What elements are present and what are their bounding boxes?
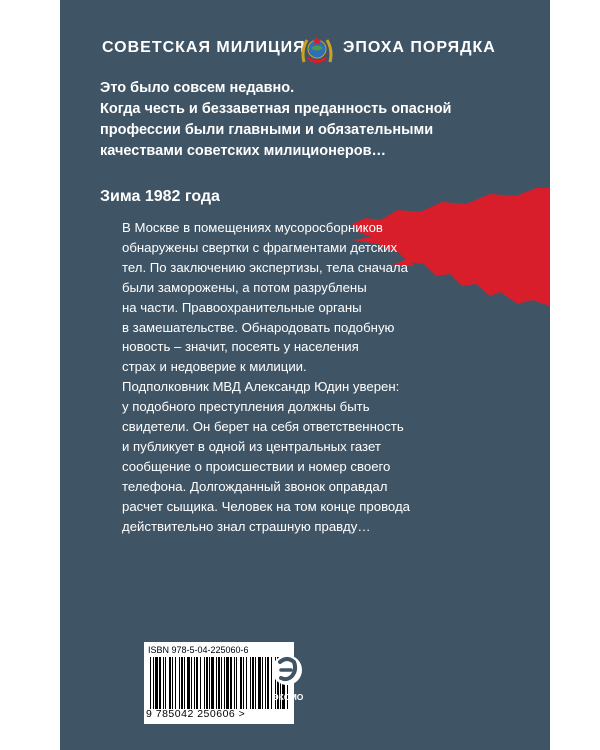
synopsis-line: страх и недоверие к милиции. [122,359,307,375]
synopsis-line: действительно знал страшную правду… [122,518,371,534]
synopsis-line: Подполковник МВД Александр Юдин уверен: [122,379,400,395]
series-title-right: ЭПОХА ПОРЯДКА [343,39,496,56]
synopsis-line: расчет сыщика. Человек на том конце провода [122,498,410,514]
synopsis-line: обнаружены свертки с фрагментами детских [122,239,398,255]
series-banner [60,34,550,64]
synopsis-line: сообщение о происшествии и номер своего [122,458,391,474]
intro-line: Когда честь и беззаветная преданность опасной [100,101,452,117]
intro-line: качествами советских милиционеров… [100,143,387,159]
synopsis-line: на части. Правоохранительные органы [122,299,362,315]
synopsis-line: телефона. Долгожданный звонок оправдал [122,478,388,494]
publisher-name: ЭКСМО [272,692,304,702]
synopsis-line: свидетели. Он берет на себя ответственность [122,419,404,435]
isbn-text: ISBN 978-5-04-225060-6 [148,645,249,655]
intro-line: профессии были главными и обязательными [100,122,434,138]
intro-paragraph [100,78,520,162]
barcode-digits: 9 785042 250606 > [146,708,246,720]
synopsis-line: в замешательстве. Обнародовать подобную [122,319,395,335]
synopsis-line: и публикует в одной из центральных газет [122,438,381,454]
synopsis-line: были заморожены, а потом разрублены [122,279,367,295]
soviet-emblem-icon [300,34,334,66]
eksmo-logo-icon [270,648,304,692]
intro-line: Это было совсем недавно. [100,80,295,96]
synopsis-text [122,218,442,537]
synopsis-line: тел. По заключению экспертизы, тела сначала [122,259,408,275]
series-title-left: СОВЕТСКАЯ МИЛИЦИЯ [102,39,306,56]
synopsis-line: новость – значит, посеять у населения [122,339,359,355]
synopsis-line: у подобного преступления должны быть [122,399,370,415]
synopsis-line: В Москве в помещениях мусоросборников [122,220,383,235]
book-back-cover [60,0,550,750]
section-heading: Зима 1982 года [100,188,220,205]
